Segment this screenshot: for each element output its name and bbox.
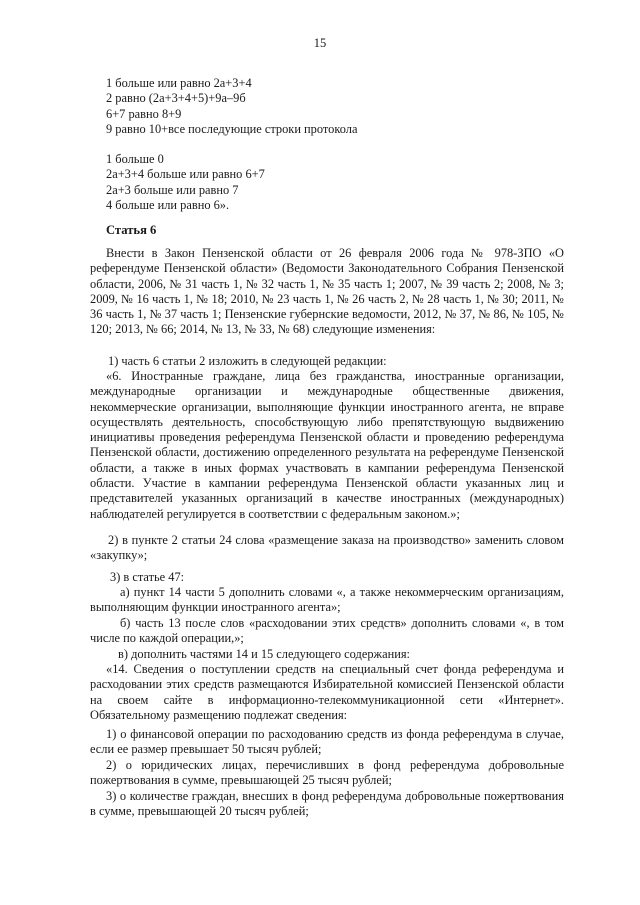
formula-line: 1 больше 0: [106, 152, 164, 166]
page-number: 15: [313, 36, 327, 50]
formula-line: 2а+3 больше или равно 7: [106, 182, 239, 197]
subitem-1: 1) о финансовой операции по расходованию средств из фонда референдума в случае, если ее размер превышает 50 тысяч рублей;: [90, 727, 564, 757]
formula-line: 6+7 равно 8+9: [106, 106, 182, 121]
amendment-item-3c: в) дополнить частями 14 и 15 следующего содержания:: [118, 647, 410, 661]
subitem-3: 3) о количестве граждан, внесших в фонд референдума добровольные пожертвования в сумме, превышающей 20 тысяч рублей;: [90, 789, 564, 819]
intro-paragraph: Внести в Закон Пензенской области от 26 февраля 2006 года № 978-ЗПО «О референдуме Пензенской области» (Ведомости Законодательного Собрания Пензенской области, 2006, № 31 часть 1, № 32 часть 1, № 35 часть 1; 2007, № 39 часть 2; 2008, № 3; 2009, № 16 часть 1, № 18; 2010, № 23 часть 1, № 26 часть 2, № 28 часть 1, № 30; 2011, № 36 часть 1, № 37 часть 1; Пензенские губернские ведомости, 2012, № 37, № 86, № 105, № 120; 2013, № 66; 2014, № 13, № 33, № 68) следующие изменения:: [90, 246, 564, 337]
quote-part-6: «6. Иностранные граждане, лица без гражданства, иностранные организации, международные организации и международные общественные движения, некоммерческие организации, выполняющие функции иностранного агента, не вправе осуществлять деятельность, способствующую либо препятствующую выдвижению инициативы проведения референдума Пензенской области и проведению референдума Пензенской области, достижению определенного результата на референдуме Пензенской области, а также в иных формах участвовать в кампании референдума Пензенской области. Участие в кампании референдума Пензенской области указанных лиц и представителей указанных организаций в качестве иностранных (международных) наблюдателей регулируется в соответствии с федеральным законом.»;: [90, 369, 564, 521]
amendment-item-3a: а) пункт 14 части 5 дополнить словами «, а также некоммерческим организациям, выполняющим функции иностранного агента»;: [90, 585, 564, 615]
quote-part-14: «14. Сведения о поступлении средств на специальный счет фонда референдума и расходовании этих средств размещаются Избирательной комиссией Пензенской области на своем сайте в информационно-телекоммуникационной сети «Интернет». Обязательному размещению подлежат сведения:: [90, 662, 564, 722]
formula-line: 1 больше или равно 2а+3+4: [106, 76, 252, 90]
article-heading: Статья 6: [106, 223, 157, 237]
formula-group-2: [106, 152, 580, 213]
formula-line: 4 больше или равно 6».: [106, 197, 230, 212]
amendment-item-1: 1) часть 6 статьи 2 изложить в следующей редакции:: [108, 354, 387, 368]
subitem-2: 2) о юридических лицах, перечисливших в фонд референдума добровольные пожертвования в сумме, превышающей 25 тысяч рублей;: [90, 758, 564, 788]
amendment-item-2: 2) в пункте 2 статьи 24 слова «размещение заказа на производство» заменить словом «закупку»;: [90, 533, 564, 563]
formula-line: 2 равно (2а+3+4+5)+9а–9б: [106, 91, 246, 106]
formula-line: 9 равно 10+все последующие строки протокола: [106, 121, 358, 136]
formula-line: 2а+3+4 больше или равно 6+7: [106, 167, 265, 182]
amendment-item-3b: б) часть 13 после слов «расходовании этих средств» дополнить словами «, в том числе по каждой операции,»;: [90, 616, 564, 646]
formula-group-1: [106, 76, 580, 137]
amendment-item-3: 3) в статье 47:: [110, 570, 185, 584]
